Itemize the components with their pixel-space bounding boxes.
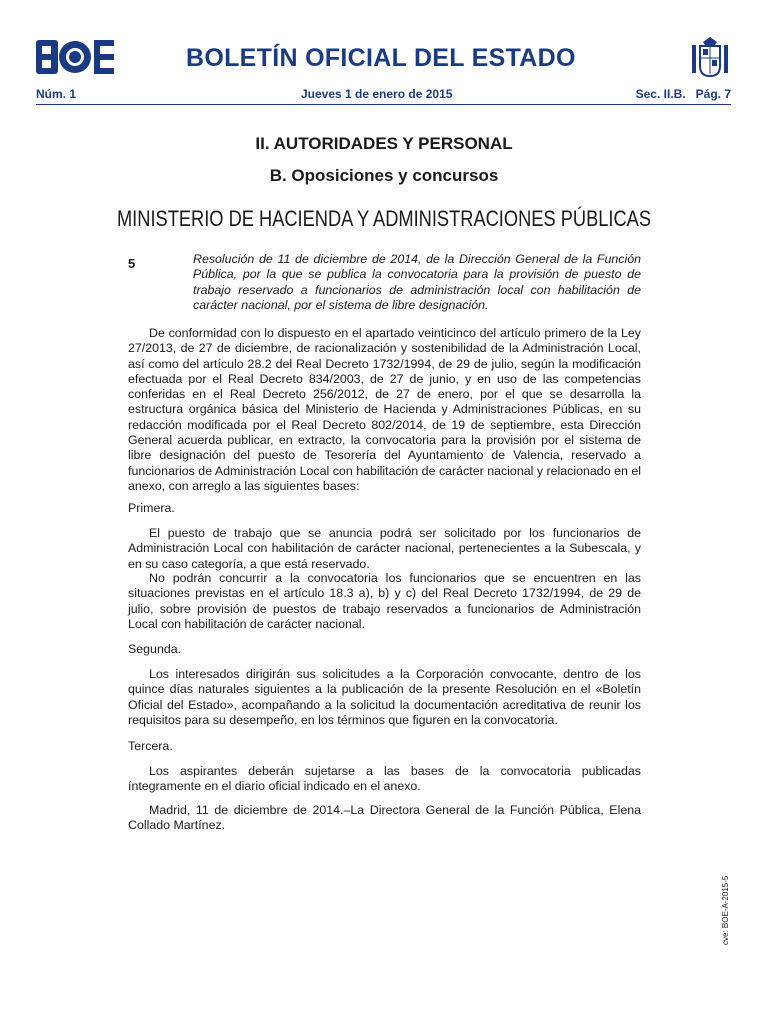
item-number: 5 <box>128 256 136 271</box>
resolution-summary: Resolución de 11 de diciembre de 2014, de la Dirección General de la Función Pública, por la que se publica la convocatoria para la provisión de puesto de trabajo reservado a funcionarios de administración local con habilitación de carácter nacional, por el sistema de libre designación. <box>193 252 641 312</box>
issue-number: Núm. 1 <box>36 87 77 101</box>
cve-code: cve: BOE-A-2015-5 <box>721 875 730 945</box>
section-page: Sec. II.B. Pág. 7 <box>635 87 731 101</box>
heading-segunda: Segunda. <box>128 642 182 656</box>
paragraph-segunda: Los interesados dirigirán sus solicitudes a la Corporación convocante, dentro de los quince días naturales siguientes a la publicación de la presente Resolución en el «Boletín Oficial del Estado», acompañando a la solicitud la documentación acreditativa de reunir los requisitos para su desempeño, en los términos que figuren en la convocatoria. <box>128 667 641 727</box>
heading-tercera: Tercera. <box>128 739 173 753</box>
paragraph-primera-a: El puesto de trabajo que se anuncia podrá ser solicitado por los funcionarios de Administración Local con habilitación de carácter nacional, pertenecientes a la Subescala, y en su caso categoría, a que está reservado. <box>128 526 641 571</box>
paragraph-primera-b: No podrán concurrir a la convocatoria los funcionarios que se encuentren en las situaciones previstas en el artículo 18.3 a), b) y c) del Real Decreto 1732/1994, de 29 de julio, sobre provisión de puestos de trabajo reservados a funcionarios de Administración Local con habilitación de carácter nacional. <box>128 571 641 631</box>
paragraph-tercera: Los aspirantes deberán sujetarse a las bases de la convocatoria publicadas íntegramente en el diario oficial indicado en el anexo. <box>128 764 641 794</box>
ministry-heading: MINISTERIO DE HACIENDA Y ADMINISTRACIONES PÚBLICAS <box>116 206 652 231</box>
header-rule <box>36 104 731 105</box>
section-subtitle: B. Oposiciones y concursos <box>269 166 499 185</box>
section-title: II. AUTORIDADES Y PERSONAL <box>255 134 513 153</box>
heading-primera: Primera. <box>128 501 175 515</box>
issue-date: Jueves 1 de enero de 2015 <box>301 87 453 101</box>
boe-logo <box>36 40 114 74</box>
signature: Madrid, 11 de diciembre de 2014.–La Directora General de la Función Pública, Elena Collado Martínez. <box>128 803 641 833</box>
intro-paragraph: De conformidad con lo dispuesto en el apartado veinticinco del artículo primero de la Ley 27/2013, de 27 de diciembre, de racionalización y sostenibilidad de la Administración Local, así como del artículo 28.2 del Real Decreto 1732/1994, de 29 de julio, según la modificación efectuada por el Real Decreto 834/2003, de 27 de junio, y en uso de las competencias conferidas en el Real Decreto 256/2012, de 27 de enero, por el que se desarrolla la estructura orgánica básica del Ministerio de Hacienda y Administraciones Públicas, en su redacción modificada por el Real Decreto 802/2014, de 19 de septiembre, esta Dirección General acuerda publicar, en extracto, la convocatoria para la provisión por el sistema de libre designación del puesto de Tesorería del Ayuntamiento de Valencia, reservado a funcionarios de Administración Local con habilitación de carácter nacional y relacionado en el anexo, con arreglo a las siguientes bases: <box>128 326 641 493</box>
issue-header <box>36 87 731 99</box>
masthead-title: BOLETÍN OFICIAL DEL ESTADO <box>186 44 576 72</box>
coat-of-arms-icon <box>690 36 730 78</box>
